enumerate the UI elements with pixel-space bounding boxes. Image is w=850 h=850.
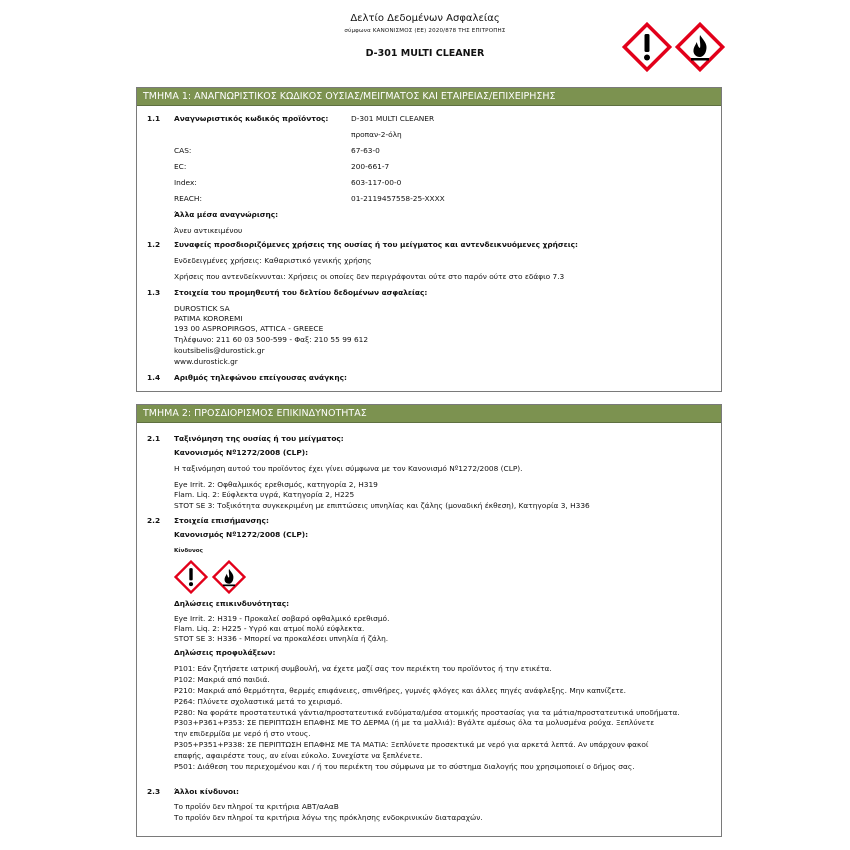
ec-value: 200-661-7 — [351, 162, 390, 171]
section-2-1-number: 2.1 — [147, 434, 161, 443]
section-1-4-number: 1.4 — [147, 373, 161, 382]
other-hazard-pbt: Το προϊόν δεν πληροί τα κριτήρια ΑΒΤ/αΑαΒ — [174, 802, 339, 811]
substance-name: προπαν-2-όλη — [351, 130, 402, 139]
other-hazards-label: Άλλοι κίνδυνοι: — [174, 787, 239, 796]
emergency-phone-label: Αριθμός τηλεφώνου επείγουσας ανάγκης: — [174, 373, 348, 382]
precaution-p102: P102: Μακριά από παιδιά. — [174, 675, 270, 684]
precaution-p305-cont: επαφής, αφαιρέστε τους, αν είναι εύκολο. Συνεχίστε να ξεπλένετε. — [174, 751, 423, 760]
supplier-street: PATIMA KOROREMI — [174, 314, 243, 323]
regulation-subtitle: σύμφωνα ΚΑΝΟΝΙΣΜΟΣ (ΕΕ) 2020/878 ΤΗΣ ΕΠΙΤΡΟΠΗΣ — [344, 28, 506, 34]
precaution-p303: P303+P361+P353: ΣΕ ΠΕΡΙΠΤΩΣΗ ΕΠΑΦΗΣ ΜΕ ΤΟ ΔΕΡΜΑ (ή με τα μαλλιά): Βγάλτε αμέσως όλα τα μολυσμένα ρούχα. Ξεπλύνετε — [174, 718, 655, 727]
hazard-h319: Eye Irrit. 2: H319 - Προκαλεί σοβαρό οφθαλμικό ερεθισμό. — [174, 614, 390, 623]
clp-regulation-label: Κανονισμός Nº1272/2008 (CLP): — [174, 448, 309, 457]
precaution-p501: P501: Διάθεση του περιεχομένου και / ή του περιέκτη του σύμφωνα με το σύστημα διαλογής που χρησιμοποιεί ο δήμος σας. — [174, 762, 635, 771]
exclamation-mark-icon — [174, 560, 208, 594]
identified-uses: Ενδεδειγμένες χρήσεις: Καθαριστικό γενικής χρήσης — [174, 256, 372, 265]
cas-label: CAS: — [174, 146, 192, 155]
hazard-h225: Flam. Liq. 2: H225 - Υγρό και ατμοί πολύ εύφλεκτα. — [174, 624, 365, 633]
precaution-p303-cont: την επιδερμίδα με νερό ή στο ντους. — [174, 729, 311, 738]
supplier-email[interactable]: koutsibelis@durostick.gr — [174, 346, 265, 355]
other-means-value: Άνευ αντικειμένου — [174, 226, 243, 235]
product-identifier-value: D-301 MULTI CLEANER — [351, 114, 435, 123]
index-label: Index: — [174, 178, 197, 187]
section-1 — [136, 87, 722, 392]
section-1-title: ΤΜΗΜΑ 1: ΑΝΑΓΝΩΡΙΣΤΙΚΟΣ ΚΩΔΙΚΟΣ ΟΥΣΙΑΣ/ΜΕΙΓΜΑΤΟΣ ΚΑΙ ΕΤΑΙΡΕΙΑΣ/ΕΠΙΧΕΙΡΗΣΗΣ — [137, 88, 721, 106]
reach-label: REACH: — [174, 194, 202, 203]
hazard-statements-label: Δηλώσεις επικινδυνότητας: — [174, 599, 290, 608]
hazard-h336: STOT SE 3: H336 - Μπορεί να προκαλέσει υπνηλία ή ζάλη. — [174, 634, 389, 643]
section-1-2-number: 1.2 — [147, 240, 161, 249]
classification-text: Η ταξινόμηση αυτού του προϊόντος έχει γίνει σύμφωνα με τον Κανονισμό Nº1272/2008 (CLP). — [174, 464, 523, 473]
document-title: Δελτίο Δεδομένων Ασφαλείας — [350, 13, 500, 24]
product-identifier-label: Αναγνωριστικός κωδικός προϊόντος: — [174, 114, 329, 123]
supplier-label: Στοιχεία του προμηθευτή του δελτίου δεδομένων ασφαλείας: — [174, 288, 428, 297]
index-value: 603-117-00-0 — [351, 178, 402, 187]
flame-icon — [675, 22, 725, 72]
section-2-title: ΤΜΗΜΑ 2: ΠΡΟΣΔΙΟΡΙΣΜΟΣ ΕΠΙΚΙΝΔΥΝΟΤΗΤΑΣ — [137, 405, 721, 423]
precaution-p264: P264: Πλύνετε σχολαστικά μετά το χειρισμό. — [174, 697, 343, 706]
classification-eye-irrit: Eye Irrit. 2: Οφθαλμικός ερεθισμός, κατηγορία 2, H319 — [174, 480, 378, 489]
ec-label: EC: — [174, 162, 187, 171]
section-2 — [136, 404, 722, 837]
clp-regulation-label-2: Κανονισμός Nº1272/2008 (CLP): — [174, 530, 309, 539]
classification-label: Ταξινόμηση της ουσίας ή του μείγματος: — [174, 434, 344, 443]
supplier-phone: Τηλέφωνο: 211 60 03 500-599 - Φαξ: 210 55 99 612 — [174, 335, 369, 344]
supplier-website[interactable]: www.durostick.gr — [174, 357, 238, 366]
signal-word: Κίνδυνος — [174, 548, 203, 554]
section-2-2-number: 2.2 — [147, 516, 161, 525]
cas-value: 67-63-0 — [351, 146, 380, 155]
section-1-3-number: 1.3 — [147, 288, 161, 297]
reach-value: 01-2119457558-25-XXXX — [351, 194, 445, 203]
exclamation-mark-icon — [622, 22, 672, 72]
relevant-uses-label: Συναφείς προσδιοριζόμενες χρήσεις της ουσίας ή του μείγματος και αντενδεικνυόμενες χρήσεις: — [174, 240, 579, 249]
uses-advised-against: Χρήσεις που αντενδείκνυνται: Χρήσεις οι οποίες δεν περιγράφονται ούτε στο παρόν ούτε στο εδάφιο 7.3 — [174, 272, 565, 281]
supplier-city: 193 00 ASPROPIRGOS, ATTICA - GREECE — [174, 324, 324, 333]
classification-stot: STOT SE 3: Τοξικότητα συγκεκριμένη με επιπτώσεις υπνηλίας και ζάλης (μοναδική έκθεση), Κατηγορία 3, H336 — [174, 501, 590, 510]
other-hazard-endocrine: Το προϊόν δεν πληροί τα κριτήρια λόγω της πρόκλησης ενδοκρινικών διαταραχών. — [174, 813, 483, 822]
supplier-name: DUROSTICK SA — [174, 304, 230, 313]
product-name: D-301 MULTI CLEANER — [365, 48, 485, 59]
other-means-label: Άλλα μέσα αναγνώρισης: — [174, 210, 279, 219]
precaution-p101: P101: Εάν ζητήσετε ιατρική συμβουλή, να έχετε μαζί σας τον περιέκτη του προϊόντος ή την ετικέτα. — [174, 664, 552, 673]
precautionary-statements-label: Δηλώσεις προφυλάξεων: — [174, 648, 276, 657]
section-2-3-number: 2.3 — [147, 787, 161, 796]
label-elements-label: Στοιχεία επισήμανσης: — [174, 516, 269, 525]
precaution-p280: P280: Να φοράτε προστατευτικά γάντια/προστατευτικά ενδύματα/μέσα ατομικής προστασίας για τα μάτια/προστατευτικά υποδήματα. — [174, 708, 680, 717]
flame-icon — [212, 560, 246, 594]
classification-flam-liq: Flam. Liq. 2: Εύφλεκτα υγρά, Κατηγορία 2, H225 — [174, 490, 355, 499]
section-1-1-number: 1.1 — [147, 114, 161, 123]
precaution-p305: P305+P351+P338: ΣΕ ΠΕΡΙΠΤΩΣΗ ΕΠΑΦΗΣ ΜΕ ΤΑ ΜΑΤΙΑ: Ξεπλύνετε προσεκτικά με νερό για αρκετά λεπτά. Αν υπάρχουν φακοί — [174, 740, 649, 749]
precaution-p210: P210: Μακριά από θερμότητα, θερμές επιφάνειες, σπινθήρες, γυμνές φλόγες και άλλες πηγές ανάφλεξης. Μην καπνίζετε. — [174, 686, 626, 695]
